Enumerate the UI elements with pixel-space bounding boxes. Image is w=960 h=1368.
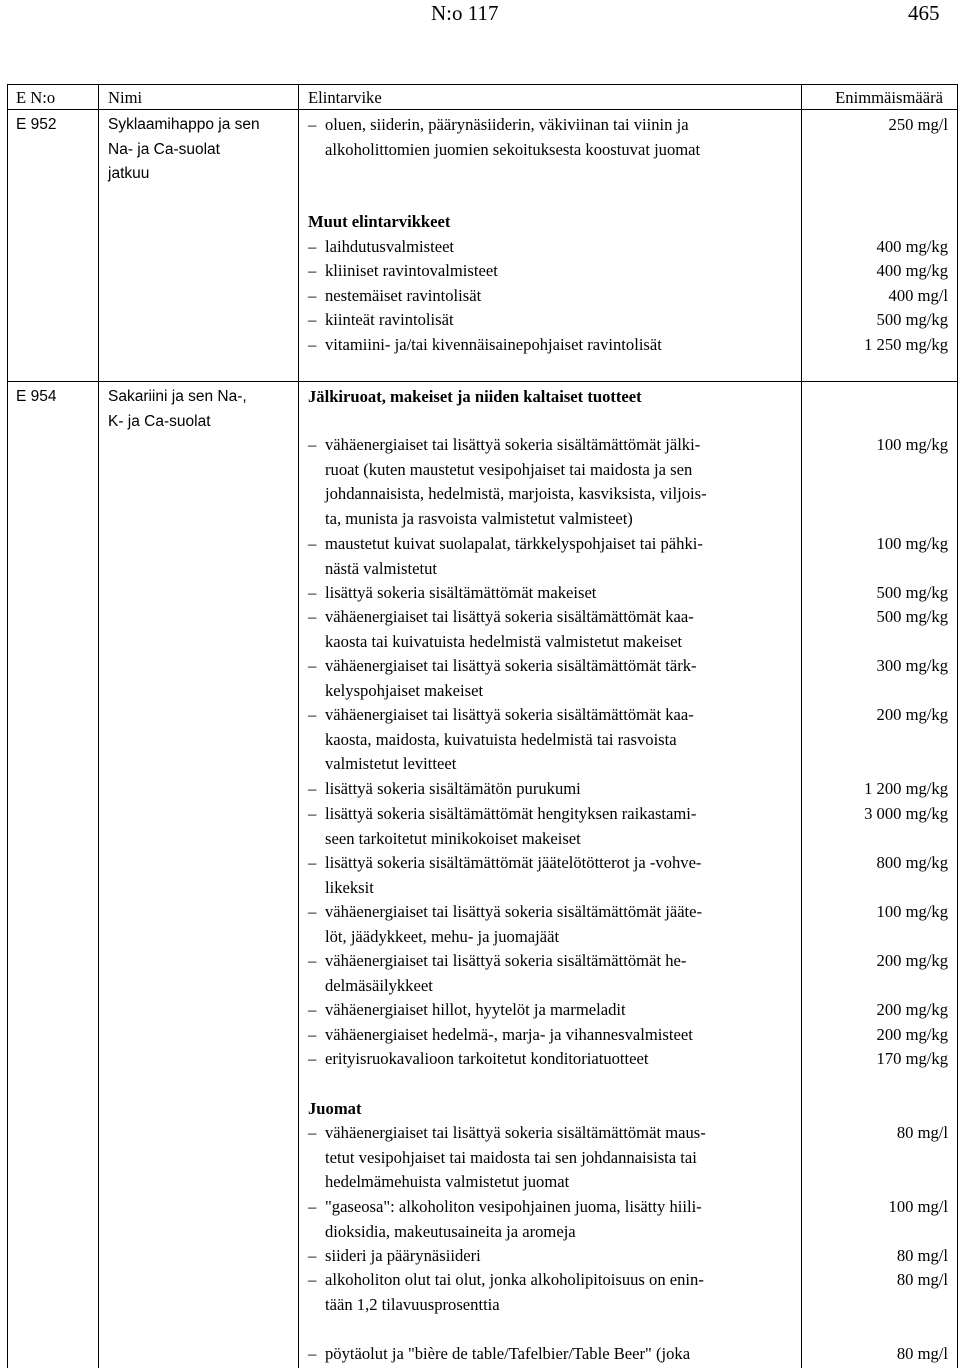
- e952-other-value: 400 mg/kg: [876, 261, 948, 280]
- e952-other-item: – vitamiini- ja/tai kivennäisainepohjaiset ravintolisät: [308, 333, 662, 358]
- e954-dessert-item: – vähäenergiaiset tai lisättyä sokeria sisältämättömät he- delmäsäilykkeet: [308, 949, 686, 998]
- e954-dessert-value: 100 mg/kg: [876, 902, 948, 921]
- column-divider: [801, 85, 802, 1368]
- e954-dessert-value: 300 mg/kg: [876, 656, 948, 675]
- additives-table: [7, 84, 958, 1368]
- e952-drink-item: – oluen, siiderin, päärynäsiiderin, väkiviinan tai viinin ja alkoholittomien juomien sekoituksesta koostuvat juomat: [308, 113, 700, 162]
- e954-dessert-item: – vähäenergiaiset tai lisättyä sokeria sisältämättömät jääte- löt, jäädykkeet, mehu- ja juomajäät: [308, 900, 702, 949]
- e954-dessert-item: – vähäenergiaiset tai lisättyä sokeria sisältämättömät kaa- kaosta, maidosta, kuivatuista hedelmistä tai rasvoista valmistetut levitteet: [308, 703, 694, 777]
- e954-number: E 954: [16, 388, 57, 405]
- e954-dessert-item: – vähäenergiaiset tai lisättyä sokeria sisältämättömät jälki- ruoat (kuten maustetut vesipohjaiset tai maidosta ja sen johdannaisista, hedelmistä, marjoista, kasviksista, viljois- ta, munista ja rasvoista valmistetut valmisteet): [308, 433, 707, 531]
- e954-dessert-item: – vähäenergiaiset hillot, hyytelöt ja marmeladit: [308, 998, 626, 1023]
- header-max-amount: Enimmäismäärä: [835, 88, 943, 107]
- e954-dessert-value: 200 mg/kg: [876, 1025, 948, 1044]
- e954-drink-value: 80 mg/l: [896, 1344, 948, 1363]
- e952-name: Syklaamihappo ja sen Na- ja Ca-suolat jatkuu: [108, 116, 260, 183]
- e954-dessert-value: 200 mg/kg: [876, 951, 948, 970]
- page-label: N:o 117: [431, 1, 499, 25]
- e952-other-heading: Muut elintarvikkeet: [308, 212, 451, 231]
- e954-drink-item: – pöytäolut ja "bière de table/Tafelbier/Table Beer" (joka: [308, 1342, 690, 1367]
- e952-other-item: – kiinteät ravintolisät: [308, 308, 454, 333]
- row-divider: [8, 381, 957, 382]
- e954-drink-item: – "gaseosa": alkoholiton vesipohjainen juoma, lisätty hiili- dioksidia, makeutusaineita ja aromeja: [308, 1195, 702, 1244]
- e954-dessert-value: 100 mg/kg: [876, 534, 948, 553]
- e954-dessert-item: – lisättyä sokeria sisältämättömät jäätelötötterot ja -vohve- likeksit: [308, 851, 701, 900]
- e954-dessert-value: 170 mg/kg: [876, 1049, 948, 1068]
- e952-other-item: – kliiniset ravintovalmisteet: [308, 259, 498, 284]
- e954-dessert-item: – lisättyä sokeria sisältämättömät makeiset: [308, 581, 596, 606]
- e954-dessert-item: – erityisruokavalioon tarkoitetut konditoriatuotteet: [308, 1047, 649, 1072]
- column-divider: [298, 85, 299, 1368]
- e952-other-value: 400 mg/kg: [876, 237, 948, 256]
- e954-dessert-item: – vähäenergiaiset hedelmä-, marja- ja vihannesvalmisteet: [308, 1023, 693, 1048]
- e954-dessert-value: 200 mg/kg: [876, 705, 948, 724]
- e954-dessert-heading: Jälkiruoat, makeiset ja niiden kaltaiset tuotteet: [308, 387, 642, 406]
- e954-dessert-item: – lisättyä sokeria sisältämätön purukumi: [308, 777, 581, 802]
- e952-other-item: – laihdutusvalmisteet: [308, 235, 454, 260]
- header-enumber: E N:o: [16, 88, 56, 107]
- e954-dessert-value: 200 mg/kg: [876, 1000, 948, 1019]
- e954-dessert-value: 500 mg/kg: [876, 607, 948, 626]
- column-divider: [98, 85, 99, 1368]
- e954-drink-item: – alkoholiton olut tai olut, jonka alkoholipitoisuus on enin- tään 1,2 tilavuusprosenttia: [308, 1268, 704, 1317]
- e954-drink-value: 80 mg/l: [896, 1270, 948, 1289]
- e954-drink-value: 100 mg/l: [888, 1197, 948, 1216]
- e954-drinks-heading: Juomat: [308, 1099, 362, 1118]
- e954-drink-item: – vähäenergiaiset tai lisättyä sokeria sisältämättömät maus- tetut vesipohjaiset tai maidosta tai sen johdannaisista tai hedelmämehuista valmistetut juomat: [308, 1121, 706, 1195]
- e952-other-value: 500 mg/kg: [876, 310, 948, 329]
- e954-drink-value: 80 mg/l: [896, 1246, 948, 1265]
- e952-other-item: – nestemäiset ravintolisät: [308, 284, 481, 309]
- e954-drink-value: 80 mg/l: [896, 1123, 948, 1142]
- e954-dessert-item: – maustetut kuivat suolapalat, tärkkelyspohjaiset tai pähki- nästä valmistetut: [308, 532, 703, 581]
- e954-dessert-item: – vähäenergiaiset tai lisättyä sokeria sisältämättömät tärk- kelyspohjaiset makeiset: [308, 654, 697, 703]
- header-divider: [8, 109, 957, 110]
- page-number: 465: [908, 1, 940, 25]
- e954-dessert-value: 500 mg/kg: [876, 583, 948, 602]
- e954-name: Sakariini ja sen Na-, K- ja Ca-suolat: [108, 388, 247, 430]
- e954-dessert-value: 800 mg/kg: [876, 853, 948, 872]
- e954-dessert-value: 3 000 mg/kg: [864, 804, 948, 823]
- e952-number: E 952: [16, 116, 57, 133]
- e954-dessert-item: – vähäenergiaiset tai lisättyä sokeria sisältämättömät kaa- kaosta tai kuivatuista hedelmistä valmistetut makeiset: [308, 605, 694, 654]
- e952-other-value: 400 mg/l: [888, 286, 948, 305]
- e952-drink-value: 250 mg/l: [888, 115, 948, 134]
- e952-other-value: 1 250 mg/kg: [864, 335, 948, 354]
- e954-dessert-value: 100 mg/kg: [876, 435, 948, 454]
- e954-drink-item: – siideri ja päärynäsiideri: [308, 1244, 481, 1269]
- header-food: Elintarvike: [308, 88, 382, 107]
- e954-dessert-item: – lisättyä sokeria sisältämättömät hengityksen raikastami- seen tarkoitetut minikokoiset makeiset: [308, 802, 696, 851]
- e954-dessert-value: 1 200 mg/kg: [864, 779, 948, 798]
- header-name: Nimi: [108, 88, 143, 107]
